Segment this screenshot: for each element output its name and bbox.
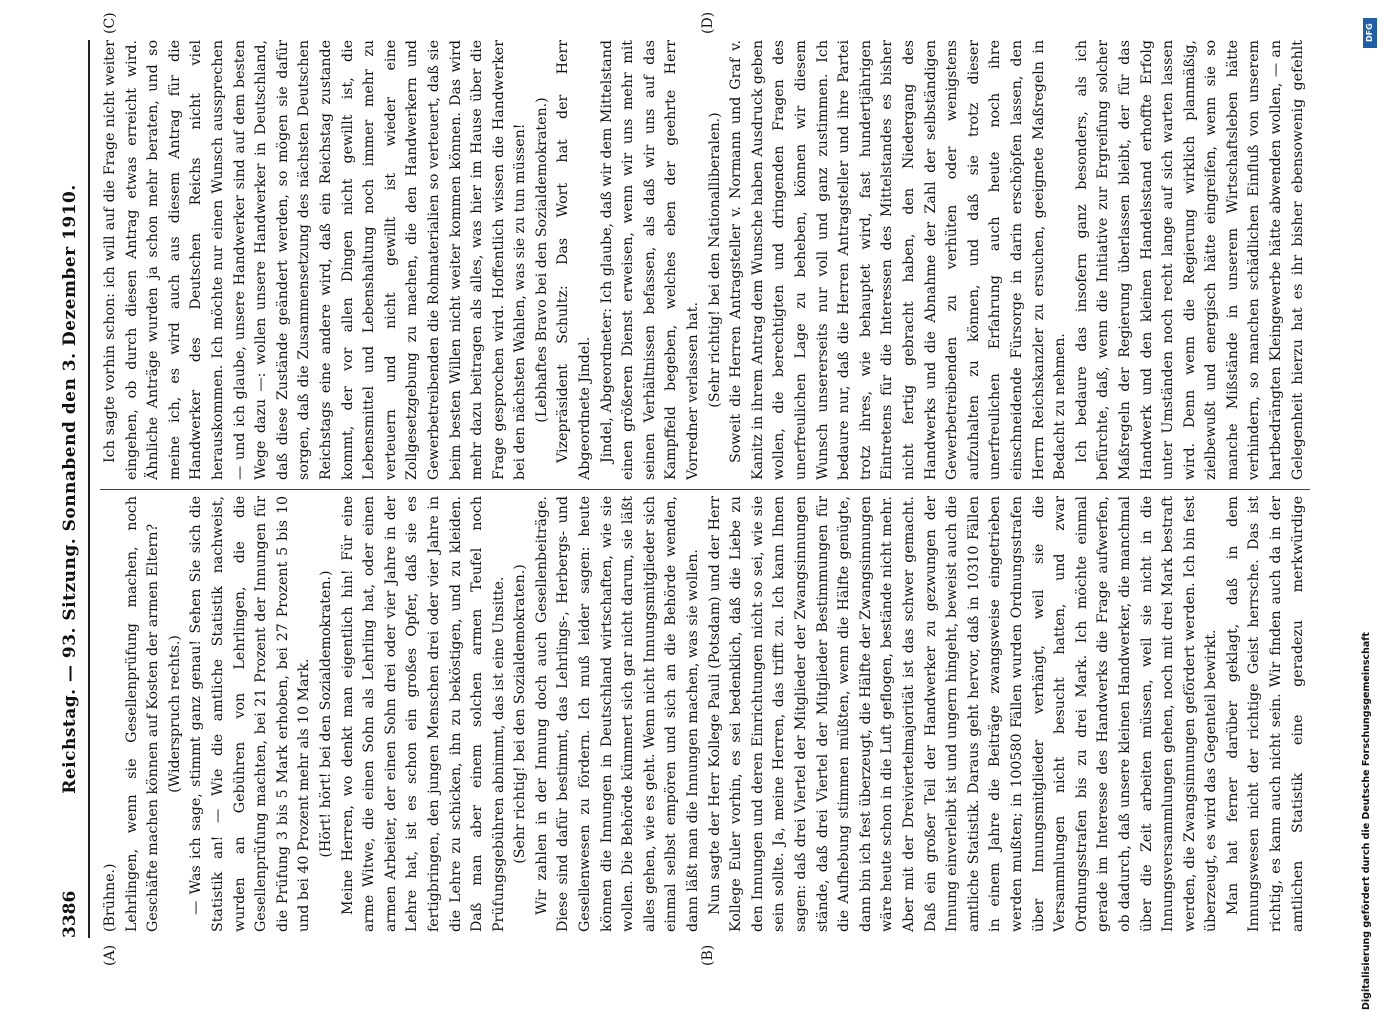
column-divider (100, 489, 1310, 490)
paragraph: Man hat ferner darüber geklagt, daß in dem Innungswesen nicht der richtige Geist herrsche. Das ist richtig, es kann auch nicht sein. Wir finden auch da in der amtlichen Statistik eine geradezu merkwürdige (1224, 496, 1306, 932)
page-header (58, 40, 86, 938)
dfg-logo: DFG (1363, 18, 1377, 48)
paragraph: Ich sagte vorhin schon: ich will auf die Frage nicht weiter eingehen, ob durch diesen Antrag etwas erreicht wird. Ähnliche Anträge wurden ja schon mehr beraten, und so meine ich, es wird auch aus diesem Antrag für die Handwerker des Deutschen Reichs nicht viel herauskommen. Ich möchte nur einen Wunsch aussprechen — und ich glaube, unsere Handwerker sind auf dem besten Wege dazu —: wollen unsere Handwerker in Deutschland, daß diese Zustände geändert werden, so mögen sie dafür sorgen, daß die Zusammensetzung des nächsten Deutschen Reichstags eine andere wird, daß ein Reichstag zustande kommt, der vor allen Dingen nicht gewillt ist, die Lebensmittel und Lebenshaltung noch immer mehr zu verteuern und nicht gewillt ist wieder eine Zollgesetzgebung zu machen, die den Handwerkern und Gewerbetreibenden die Rohmaterialien so verteuert, daß sie beim besten Willen nicht weiter kommen können. Das wird mehr dazu beitragen als alles, was hier im Hause über die Frage gesprochen wird. Hoffentlich wissen die Handwerker bei den nächsten Wahlen, was sie zu tun müssen! (102, 40, 529, 480)
margin-marker-b: (B) (700, 944, 716, 966)
paragraph: Jindel, Abgeordneter: Ich glaube, daß wir dem Mittelstand einen größeren Dienst erweisen, wenn wir uns mehr mit seinen Verhältnissen befassen, als daß wir uns auf das Kampffeld begeben, welches eben der geehrte Herr Vorredner verlassen hat. (598, 40, 702, 480)
header-rule (88, 40, 90, 938)
paragraph: — Was ich sage, stimmt ganz genau! Sehen Sie sich die Statistik an! — Wie die amtliche Statistik nachweist, wurden an Gebühren von Lehrlingen, die die Gesellenprüfung machten, bei 21 Prozent der Innungen für die Prüfung 3 bis 5 Mark erhoben, bei 27 Prozent 5 bis 10 und bei 40 Prozent mehr als 10 Mark. (188, 496, 313, 932)
digitization-credit (1361, 10, 1381, 1010)
left-column (100, 496, 1310, 932)
interjection: (Lebhaftes Bravo bei den Sozialdemokraten.) (533, 97, 550, 423)
credit-text: Digitalisierung gefördert durch die Deutsche Forschungsgemeinschaft (1361, 632, 1372, 1010)
margin-marker-a: (A) (102, 944, 118, 966)
interjection: (Widerspruch rechts.) (166, 635, 183, 793)
paragraph: Lehrlingen, wenn sie Gesellenprüfung machen, noch Geschäfte machen können auf Kosten der armen Eltern? (123, 496, 162, 932)
speaker-announcement: Vizepräsident Schultz: Das Wort hat der Herr Abgeordnete Jindel. (555, 40, 594, 480)
interjection: (Sehr richtig! bei den Sozialdemokraten.) (512, 564, 529, 864)
paragraph: Meine Herren, wo denkt man eigentlich hin! Für eine arme Witwe, die einen Sohn als Lehrling hat, oder einen armen Arbeiter, der einen Sohn drei oder vier Jahre in der Lehre hat, ist es schon ein großes Opfer, daß sie es fertigbringen, den jungen Menschen drei oder vier Jahre in die Lehre zu schicken, ihn zu beköstigen, und zu kleiden. Daß man aber einem solchen armen Teufel noch Prüfungsgebühren abnimmt, das ist eine Unsitte. (339, 496, 507, 932)
paragraph: Wir zahlen in der Innung doch auch Gesellenbeiträge. Diese sind dafür bestimmt, das Lehrlings-, Herbergs- und Gesellenwesen zu fördern. Ich muß leider sagen: heute können die Innungen in Deutschland wirtschaften, wie sie wollen. Die Behörde kümmert sich gar nicht darum, sie läßt alles gehen, wie es geht. Wenn nicht Innungsmitglieder sich einmal selbst empören und sich an die Behörde wenden, dann läßt man die Innungen machen, was sie wollen. (533, 496, 702, 932)
page-number: 3386 (60, 890, 80, 938)
margin-marker-d: (D) (700, 11, 716, 34)
page-title: Reichstag. — 93. Sitzung. Sonnabend den 3. Dezember 1910. (60, 184, 80, 794)
speaker-tag: (Brühne.) (102, 863, 118, 932)
interjection: (Sehr richtig! bei den Nationalliberalen.) (706, 112, 723, 408)
paragraph: Soweit die Herren Antragsteller v. Normann und Graf v. Kanitz in ihrem Antrag dem Wunsche haben Ausdruck geben wollen, die berechtigten und dringenden Fragen des unerfreulichen Lage zu beheben, können wir diesem Wunsch unsererseits nur voll und ganz zustimmen. Ich bedaure nur, daß die Herren Antragsteller und ihre Partei trotz ihres, wie behauptet wird, fast hundertjährigen Eintretens für die Interessen des Mittelstandes es bisher nicht fertig gebracht haben, den Niedergang des Handwerks und die Abnahme der Zahl der selbständigen Gewerbetreibenden zu verhüten oder wenigstens aufzuhalten zu können, und daß sie trotz dieser unerfreulichen Erfahrung auch heute noch ihre einschneidende Fürsorge in darin erschöpfen lassen, den Herrn Reichskanzler zu ersuchen, geeignete Maßregeln in Bedacht zu nehmen. (728, 40, 1069, 480)
paragraph: Nun sagte der Herr Kollege Pauli (Potsdam) und der Herr Kollege Euler vorhin, es sei bedenklich, daß die Liebe zu den Innungen und deren Einrichtungen nicht so sei, wie sie sein sollte. Ja, meine Herren, das trifft zu. Ich kann Ihnen sagen: daß drei Viertel der Mitglieder der Zwangsinnungen stände, daß drei Viertel der Mitglieder Bestimmungen für die Aufhebung stimmen müßten, wenn die Hälfte genügte, dann bin ich fest überzeugt, die Hälfte der Zwangsinnungen wäre heute schon in die Luft geflogen, bestände nicht mehr. Aber mit der Dreiviertelmajorität ist das schwer gemacht. Daß ein großer Teil der Handwerker zu gezwungen der Innung einverleibt ist und ungern hingeht, beweist auch die amtliche Statistik. Daraus geht hervor, daß in 10310 Fällen in einem Jahre die Beiträge zwangsweise eingetrieben werden mußten; in 100580 Fällen wurden Ordnungsstrafen über Innungsmitglieder verhängt, weil sie die Versammlungen nicht besucht hatten, und zwar Ordnungsstrafen bis zu drei Mark. Ich möchte einmal gerade im Interesse des Handwerks die Frage aufwerfen, ob dadurch, daß unsere kleinen Handwerker, die manchmal über die Zeit arbeiten müssen, weil sie nicht in die Innungsversammlungen gehen, noch mit drei Mark bestraft werden, die Zwangsinnungen gefördert werden. Ich bin fest überzeugt, es wird das Gegenteil bewirkt. (706, 496, 1220, 932)
interjection: (Hört! hört! bei den Sozialdemokraten.) (317, 570, 334, 858)
right-column (100, 40, 1310, 480)
margin-marker-c: (C) (102, 12, 118, 34)
paragraph: Ich bedaure das insofern ganz besonders, als ich befürchte, daß, wenn die Initiative zur Ergreifung solcher Maßregeln der Regierung überlassen bleibt, der für das Handwerk und den kleinen Handelsstand erhoffte Erfolg unter Umständen noch recht lange auf sich warten lassen wird. Denn wenn die Regierung wirklich planmäßig, zielbewußt und energisch hätte eingreifen, wenn sie so manche Mißstände in unserem Wirtschaftsleben hätte verhindern, so manchen schädlichen Einfluß von unserem hartbedrängten Kleingewerbe hätte abwenden wollen, — an Gelegenheit hierzu hat es ihr bisher ebensowenig gefehlt (1073, 40, 1306, 480)
